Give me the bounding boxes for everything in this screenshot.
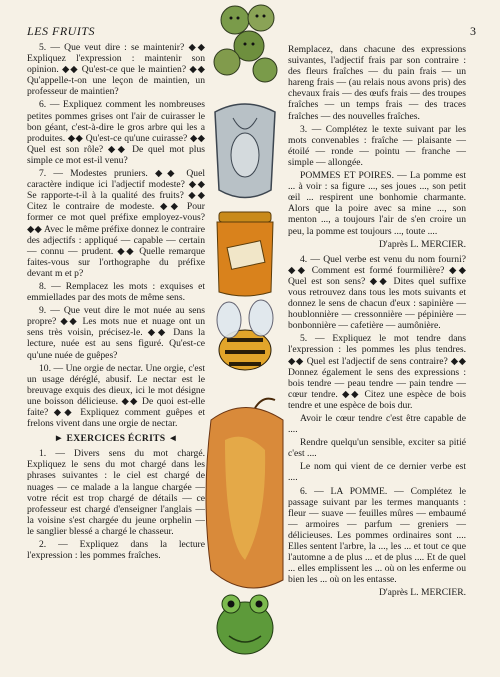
- tendre-3: Le nom qui vient de ce dernier verbe est ....: [288, 461, 466, 484]
- right-column: [288, 44, 466, 603]
- signature-1: D'après L. MERCIER.: [379, 238, 466, 250]
- jam-jar-illustration: [217, 212, 273, 296]
- tendre-1: Avoir le cœur tendre c'est être capable de ....: [288, 413, 466, 436]
- section-title: ► EXERCICES ÉCRITS ◄: [54, 433, 178, 445]
- exercise-5: 5. — Que veut dire : se maintenir? ◆◆ Expliquez l'expression : maintenir son opinion. ◆◆ Qu'est-ce que le maintien? ◆◆ Qu'appelle-t-on une leçon de maintien, un professeur de maintien?: [27, 42, 205, 98]
- exercise-9: 9. — Que veut dire le mot nuée au sens propre? ◆◆ Les mots nue et nuage ont un sens très voisin, précisez-le. ◆◆ Dans la lecture, nuée est au sens figuré. Qu'est-ce qu'une nuée de guêpes?: [27, 305, 205, 361]
- written-exercise-4: 4. — Quel verbe est venu du nom fourni? ◆◆ Comment est formé fourmilière? ◆◆ Quel est son sens? ◆◆ Dites quel suffixe vous retrouvez dans tous les mots suivants et donnez le sens de chacun d'eux : sapinière — houblonnière — cressonnière — pépinière — bonbonnière — cafetière — aumônière.: [288, 253, 466, 332]
- big-apple-illustration: [206, 399, 283, 588]
- running-title: LES FRUITS: [27, 24, 95, 38]
- exercise-8: 8. — Remplacez les mots : exquises et emmiellades par des mots de même sens.: [27, 280, 205, 304]
- page-number: 3: [470, 24, 477, 38]
- written-exercise-3: 3. — Complétez le texte suivant par les mots convenables : fraîche — plaisante — étoilé — ronde — pointu — franche — simple — allongée.: [288, 123, 466, 168]
- apples-illustration: [214, 5, 277, 82]
- cuirass-illustration: [215, 104, 275, 198]
- left-column: [27, 42, 205, 563]
- pommes-et-poires: POMMES ET POIRES. — La pomme est ... à voir : sa figure ..., ses joues ..., son petit œil ... respirent une bonhomie charmante. Alors que la poire avec sa mine ..., son menton ..., a toujours l'air de s'en croire un peu, la pomme est toujours ..., toute ....: [288, 170, 466, 237]
- frog-illustration: [217, 595, 273, 654]
- illustration-strip: [205, 0, 285, 677]
- tendre-2: Rendre quelqu'un sensible, exciter sa pitié c'est ....: [288, 437, 466, 460]
- written-exercise-2-cont: Remplacez, dans chacune des expressions suivantes, l'adjectif frais par son contraire : des fleurs fraîches — du pain frais — un hareng frais — (au relais nous avons pris) des chevaux frais — des œufs frais — des troupes fraîches — un temps frais — des traces fraîches — des nouvelles fraîches.: [288, 44, 466, 122]
- exercise-10: 10. — Une orgie de nectar. Une orgie, c'est un usage déréglé, abusif. Le nectar est le breuvage exquis des dieux, ici le mot désigne une boisson délicieuse. ◆◆ De quoi est-elle faite? ◆◆ Expliquez comment guêpes et frelons vivent dans une orgie de nectar.: [27, 362, 205, 430]
- signature-2: D'après L. MERCIER.: [379, 587, 466, 599]
- written-exercise-5: 5. — Expliquez le mot tendre dans l'expression : les pommes les plus tendres. ◆◆ Quel est l'adjectif de sens contraire? ◆◆ Donnez également le sens des expressions : bois tendre — peau tendre — pain tendre — cœur tendre. ◆◆ Citez une espèce de bois tendre et une espèce de bois dur.: [288, 333, 466, 411]
- exercise-7: 7. — Modestes pruniers. ◆◆ Quel caractère indique ici l'adjectif modeste? ◆◆ Se rapporte-t-il à la qualité des fruits? ◆◆ Citez le contraire de modeste. ◆◆ Pour former ce mot quel préfixe employez-vous? ◆◆ Avec le même préfixe donnez le contraire des adjectifs : appliqué — capable — certain — connu — prudent. ◆◆ Quelle remarque faites-vous sur l'orthographe du préfixe devant m et p?: [27, 168, 205, 279]
- written-exercise-2: 2. — Expliquez dans la lecture l'expression : les pommes fraîches.: [27, 539, 205, 562]
- exercise-6: 6. — Expliquez comment les nombreuses petites pommes grises ont l'air de cuirasser le bon géant, c'est-à-dire le gros arbre qui les a produites. ◆◆ Qu'est-ce qu'une cuirasse? ◆◆ Quel est son rôle? ◆◆ De quel mot plus simple ce mot est-il venu?: [27, 99, 205, 166]
- written-exercise-1: 1. — Divers sens du mot chargé. Expliquez le sens du mot chargé dans les phrases suivantes : le ciel est chargé de nuages — ce malade a la langue chargée — votre récit est trop chargé de détails — ce professeur est chargé d'enseigner l'anglais — la voisine s'est chargée du jeune orphelin — le sanglier blessé a chargé le chasseur.: [27, 448, 205, 537]
- written-exercise-6: 6. — LA POMME. — Complétez le passage suivant par les termes manquants : fleur — suave — feuilles mûres — embaumé — armoires — parfum — greniers — délicieuses. Les pommes ordinaires sont .... Elles sentent l'arbre, la ..., les ... et tout ce que l'automne a de plus ... et de plus .... Et de quel ... elles emplissent les ... où on les enferme ou bien les ... où on les entasse.: [288, 485, 466, 586]
- bee-illustration: [217, 300, 273, 370]
